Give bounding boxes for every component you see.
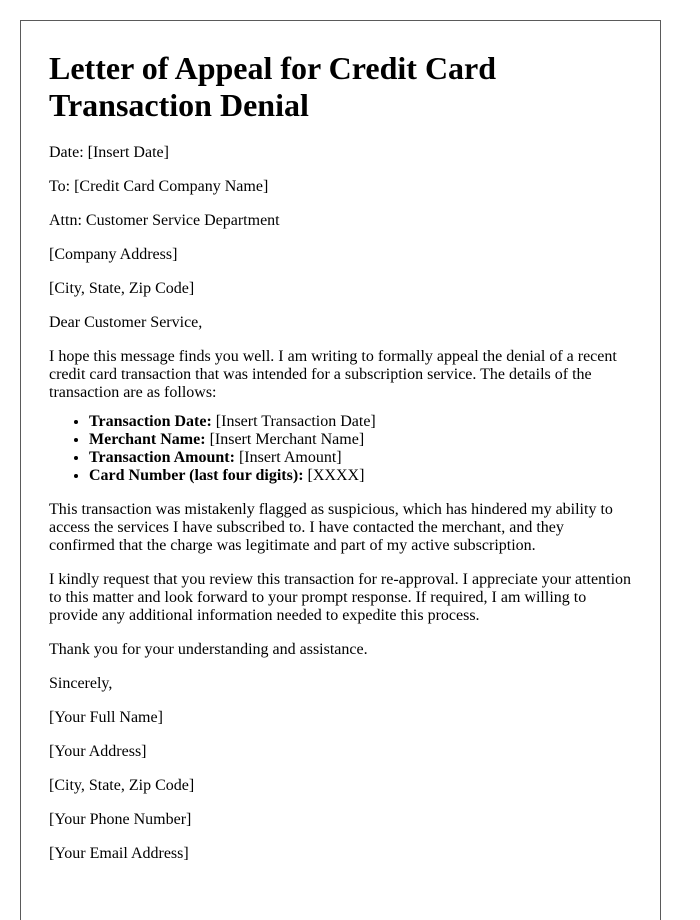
letter-title: Letter of Appeal for Credit Card Transaction Denial bbox=[49, 50, 497, 123]
signature-name: [Your Full Name] bbox=[49, 709, 163, 726]
detail-card-number bbox=[89, 467, 632, 485]
body-paragraph-request: I kindly request that you review this transaction for re-approval. I appreciate your attention to this matter and look forward to your prompt response. If required, I am willing to provide any additional information needed to expedite this process. bbox=[49, 571, 632, 624]
signature-email: [Your Email Address] bbox=[49, 845, 189, 862]
detail-value: [Insert Merchant Name] bbox=[205, 431, 365, 448]
signature-phone: [Your Phone Number] bbox=[49, 811, 192, 828]
detail-value: [XXXX] bbox=[303, 467, 365, 484]
detail-label: Merchant Name: bbox=[89, 431, 206, 448]
signature-city: [City, State, Zip Code] bbox=[49, 777, 195, 794]
detail-transaction-date bbox=[89, 413, 632, 431]
transaction-details-list bbox=[49, 413, 632, 485]
closing: Sincerely, bbox=[49, 675, 113, 692]
letter-page bbox=[20, 20, 661, 920]
body-paragraph-flagged: This transaction was mistakenly flagged as suspicious, which has hindered my ability to access the services I have subscribed to. I have contacted the merchant, and they confirmed that the charge was legitimate and part of my active subscription. bbox=[49, 501, 613, 554]
detail-transaction-amount bbox=[89, 449, 632, 467]
attention-line: Attn: Customer Service Department bbox=[49, 212, 280, 229]
detail-label: Transaction Amount: bbox=[89, 449, 235, 466]
detail-value: [Insert Transaction Date] bbox=[211, 413, 376, 430]
salutation: Dear Customer Service, bbox=[49, 314, 203, 331]
detail-value: [Insert Amount] bbox=[234, 449, 342, 466]
intro-paragraph: I hope this message finds you well. I am writing to formally appeal the denial of a recent credit card transaction that was intended for a subscription service. The details of the transaction are as follows: bbox=[49, 348, 617, 401]
detail-label: Card Number (last four digits): bbox=[89, 467, 304, 484]
signature-address: [Your Address] bbox=[49, 743, 147, 760]
body-paragraph-thanks: Thank you for your understanding and assistance. bbox=[49, 641, 368, 658]
detail-merchant-name bbox=[89, 431, 632, 449]
detail-label: Transaction Date: bbox=[89, 413, 212, 430]
company-city-line: [City, State, Zip Code] bbox=[49, 280, 195, 297]
date-line: Date: [Insert Date] bbox=[49, 144, 169, 161]
company-address-line: [Company Address] bbox=[49, 246, 178, 263]
recipient-line: To: [Credit Card Company Name] bbox=[49, 178, 269, 195]
